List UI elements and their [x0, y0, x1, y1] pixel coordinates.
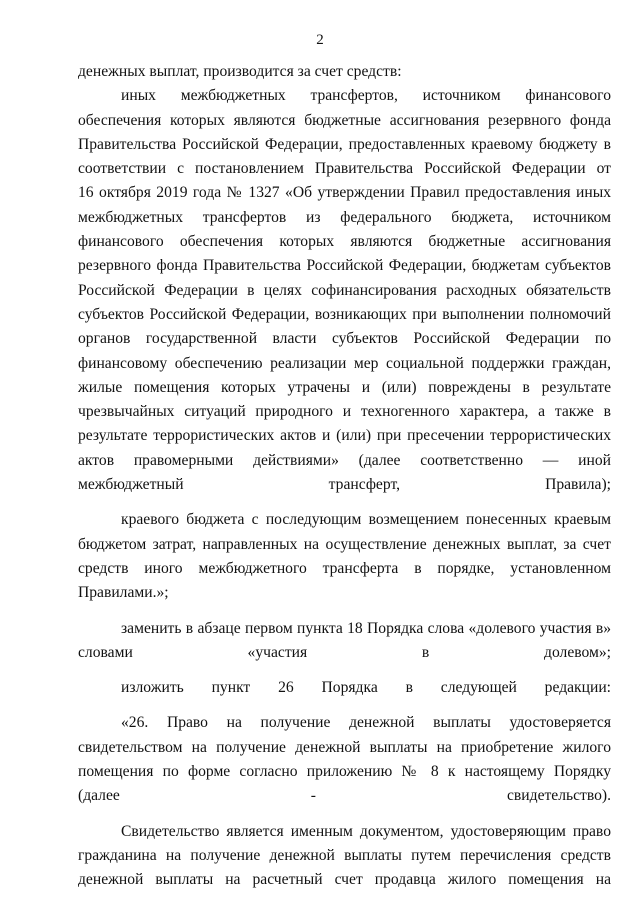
text-line: помещения по форме согласно приложению № 8 к настоящему Порядку: [78, 763, 611, 781]
text-line: (далее - свидетельство).: [78, 787, 611, 805]
text-line: гражданина на получение денежной выплаты путем перечисления средств: [78, 846, 611, 864]
paragraph-item-26: [78, 711, 611, 808]
text-line: денежной выплаты на расчетный счет продавца жилого помещения на: [78, 871, 611, 889]
page-number: 2: [316, 32, 324, 48]
text-line: изложить пункт 26 Порядка в следующей редакции:: [121, 679, 611, 697]
text-line: финансовому обеспечению реализации мер социальной поддержки граждан,: [78, 354, 611, 372]
text-line: краевого бюджета с последующим возмещением понесенных краевым: [121, 511, 611, 529]
text-line: Правительства Российской Федерации, предоставленных краевому бюджету в: [78, 135, 611, 153]
text-line: актов правомерными действиями» (далее соответственно — иной: [78, 451, 611, 469]
paragraph-regional-budget: [78, 508, 611, 605]
text-line: Правилами.»;: [78, 584, 169, 602]
text-line: резервного фонда Правительства Российской Федерации, бюджетам субъектов: [78, 257, 611, 275]
text-line: бюджетом затрат, направленных на осуществление денежных выплат, за счет: [78, 535, 611, 553]
document-body: [78, 60, 611, 893]
text-line: денежных выплат, производится за счет средств:: [78, 63, 402, 80]
text-line: свидетельством на получение денежной выплаты на приобретение жилого: [78, 738, 611, 756]
text-line: словами «участия в долевом»;: [78, 643, 611, 661]
paragraph-interbudget-transfers: [78, 84, 611, 497]
text-line: межбюджетный трансферт, Правила);: [78, 476, 611, 494]
paragraph-intro-line: [78, 60, 611, 84]
text-line: результате террористических актов и (или) при пресечении террористических: [78, 427, 611, 445]
text-line: заменить в абзаце первом пункта 18 Порядка слова «долевого участия в»: [121, 619, 611, 637]
text-line: обеспечения которых являются бюджетные ассигнования резервного фонда: [78, 111, 611, 129]
text-line: субъектов Российской Федерации, возникающих при выполнении полномочий: [78, 305, 611, 323]
text-line: 16 октября 2019 года № 1327 «Об утверждении Правил предоставления иных: [78, 184, 611, 202]
text-line: чрезвычайных ситуаций природного и техногенного характера, а также в: [78, 403, 611, 421]
text-line: Российской Федерации в целях софинансирования расходных обязательств: [78, 281, 611, 299]
text-line: средств иного межбюджетного трансферта в порядке, установленном: [78, 559, 611, 577]
text-line: соответствии с постановлением Правительства Российской Федерации от: [78, 160, 611, 178]
text-line: финансового обеспечения которых являются бюджетные ассигнования: [78, 233, 611, 251]
text-line: жилые помещения которых утрачены и (или) повреждены в результате: [78, 378, 611, 396]
text-line: органов государственной власти субъектов Российской Федерации по: [78, 330, 611, 348]
paragraph-certificate: [78, 820, 611, 893]
text-line: Свидетельство является именным документом, удостоверяющим право: [121, 822, 611, 840]
text-line: иных межбюджетных трансфертов, источником финансового: [121, 87, 611, 105]
paragraph-item-26-intro: [78, 676, 611, 700]
text-line: межбюджетных трансфертов из федерального бюджета, источником: [78, 208, 611, 226]
paragraph-replace-words: [78, 617, 611, 666]
text-line: «26. Право на получение денежной выплаты удостоверяется: [121, 714, 611, 732]
